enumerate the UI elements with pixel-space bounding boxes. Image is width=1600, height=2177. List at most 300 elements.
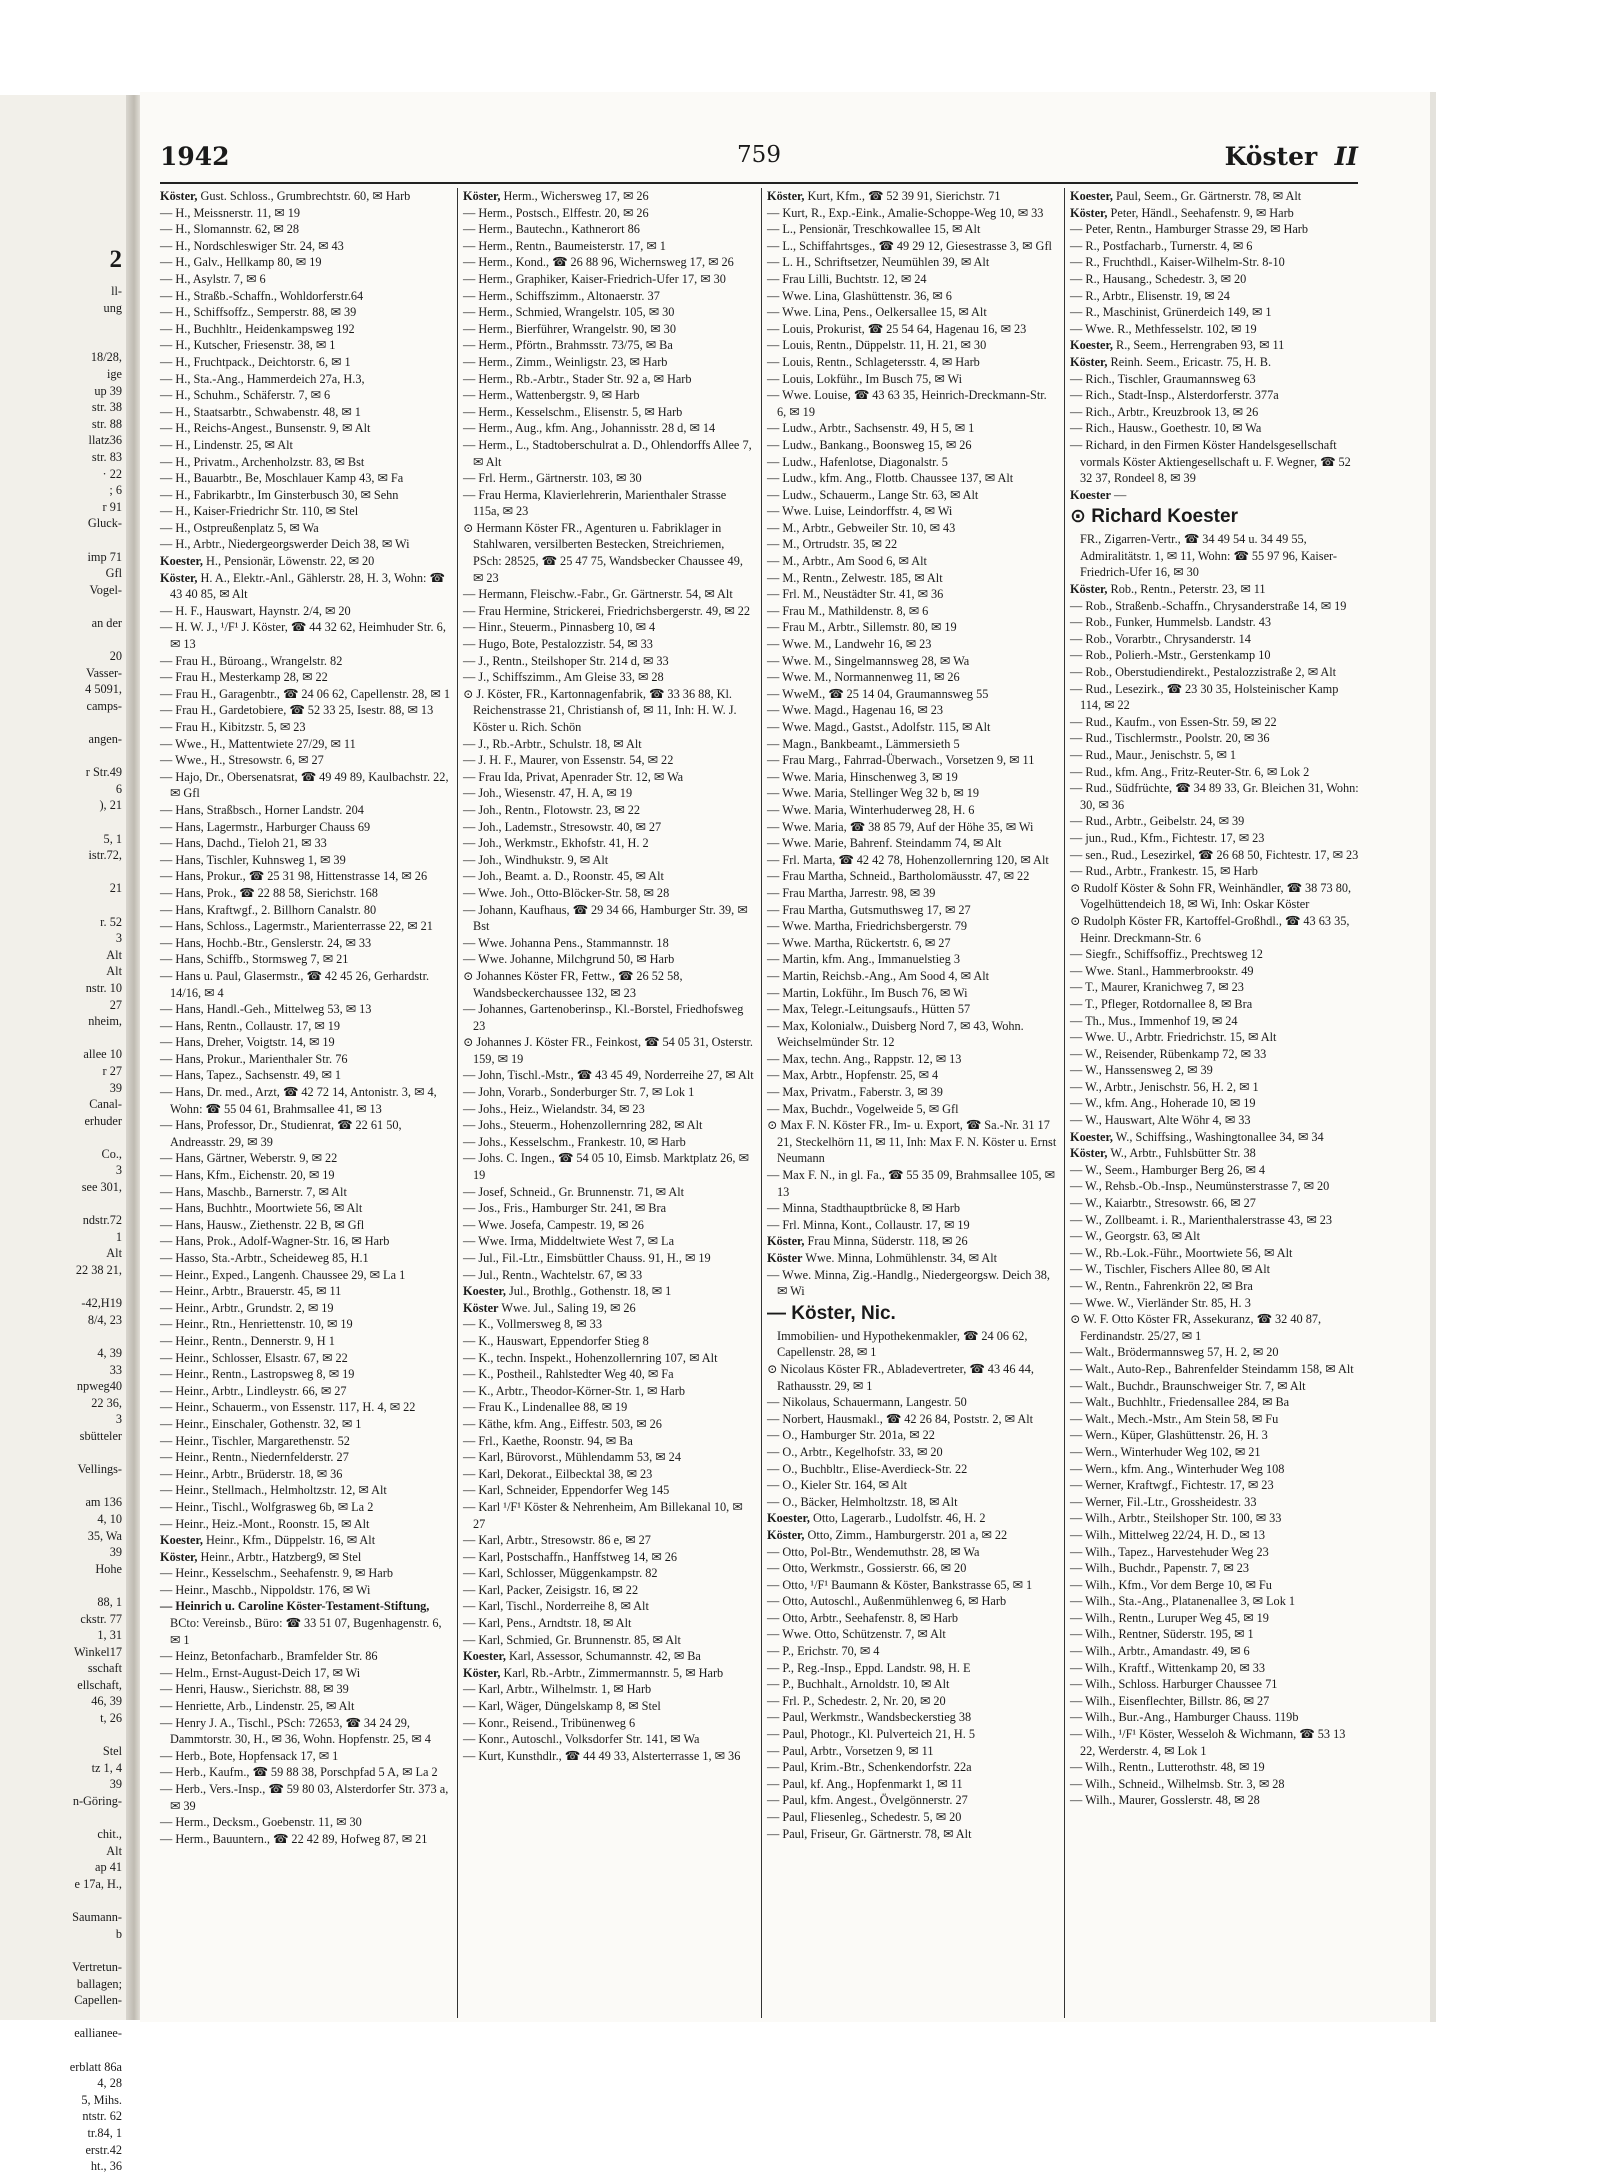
entry-text: — Frl. Minna, Kont., Collaustr. 17, ✉ 19 <box>767 1217 970 1232</box>
entry-text: — Heinr., Schlosser, Elsastr. 67, ✉ 22 <box>160 1350 348 1365</box>
entry-text: — Hans, Tischler, Kuhnsweg 1, ✉ 39 <box>160 852 346 867</box>
left-page-fragment-line <box>0 1893 126 1910</box>
directory-entry <box>463 188 755 205</box>
entry-text: — Frau M., Mathildenstr. 8, ✉ 6 <box>767 603 929 618</box>
entry-text: — H., Schuhm., Schäferstr. 7, ✉ 6 <box>160 388 331 403</box>
entry-text: — O., Hamburger Str. 201a, ✉ 22 <box>767 1428 935 1443</box>
directory-entry <box>463 1184 755 1201</box>
left-page-fragment-line: Gfl <box>105 566 122 581</box>
directory-entry <box>160 935 452 952</box>
entry-text: — Paul, Friseur, Gr. Gärtnerstr. 78, ✉ Alt <box>767 1826 972 1841</box>
entry-text: — W., Hanssensweg 2, ✉ 39 <box>1070 1063 1213 1078</box>
entry-text: — Louis, Prokurist, ☎ 25 54 64, Hagenau 16, ✉ 23 <box>767 321 1027 336</box>
entry-text: — Paul, Fliesenleg., Schedestr. 5, ✉ 20 <box>767 1810 962 1824</box>
left-page-fragment-line: erblatt 86a <box>69 2059 122 2074</box>
left-page-fragment-line: ckstr. 77 <box>80 1611 122 1626</box>
entry-surname: Köster, <box>1070 1146 1108 1161</box>
entry-text: — Herb., Bote, Hopfensack 17, ✉ 1 <box>160 1748 339 1763</box>
directory-entry <box>463 1067 755 1084</box>
entry-text: — Frau Marg., Fahrrad-Überwach., Vorsetzen 9, ✉ 11 <box>767 753 1035 768</box>
directory-entry <box>463 238 755 255</box>
entry-text: — Hajo, Dr., Obersenatsrat, ☎ 49 49 89, Kaulbachstr. 22, ✉ Gfl <box>160 769 449 801</box>
left-page-fragment-line: Vertretun- <box>72 1959 122 1974</box>
directory-entry <box>160 1433 452 1450</box>
entry-text: — Frl. M., Neustädter Str. 41, ✉ 36 <box>767 587 944 602</box>
entry-text: — Wilh., Tapez., Harvestehuder Weg 23 <box>1070 1544 1269 1559</box>
directory-entry <box>767 819 1059 836</box>
directory-entry <box>1070 1676 1362 1693</box>
directory-entry <box>463 1034 755 1067</box>
entry-text: — Johann, Kaufhaus, ☎ 29 34 66, Hamburger Str. 39, ✉ Bst <box>463 902 748 934</box>
entry-text: — Rob., Oberstudiendirekt., Pestalozzistraße 2, ✉ Alt <box>1070 665 1337 680</box>
entry-text: — Joh., Lademstr., Stresowstr. 40, ✉ 27 <box>463 819 662 834</box>
entry-text: — Rich., Arbtr., Kreuzbrook 13, ✉ 26 <box>1070 404 1259 419</box>
entry-text: — M., Ortrudstr. 35, ✉ 22 <box>767 537 898 552</box>
left-page-fragment-line <box>0 316 126 333</box>
directory-entry <box>160 1598 452 1648</box>
directory-entry <box>160 835 452 852</box>
entry-text: — R., Maschinist, Grünerdeich 149, ✉ 1 <box>1070 305 1272 320</box>
entry-text: — Rich., Stadt-Insp., Alsterdorferstr. 377a <box>1070 388 1279 403</box>
directory-entry <box>463 736 755 753</box>
left-page-fragment-line: istr.72, <box>88 848 122 863</box>
entry-text: — Rich., Hausw., Goethestr. 10, ✉ Wa <box>1070 421 1262 436</box>
directory-entry <box>463 752 755 769</box>
directory-entry <box>1070 1394 1362 1411</box>
entry-text: — L., Schiffahrtsges., ☎ 49 29 12, Giesestrasse 3, ✉ Gfl <box>767 238 1052 253</box>
directory-entry <box>160 1582 452 1599</box>
entry-text: — Wilh., Bur.-Ang., Hamburger Chauss. 119b <box>1070 1710 1299 1725</box>
entry-text: H., Pensionär, Löwenstr. 22, ✉ 20 <box>206 554 375 569</box>
left-page-number: 2 <box>109 246 122 273</box>
entry-text: — Louis, Rentn., Düppelstr. 11, H. 21, ✉ 30 <box>767 338 987 353</box>
entry-text: — Karl, Schlosser, Müggenkampstr. 82 <box>463 1566 658 1581</box>
entry-text: — Frl. P., Schedestr. 2, Nr. 20, ✉ 20 <box>767 1693 946 1708</box>
directory-entry <box>463 1366 755 1383</box>
directory-entry <box>160 1217 452 1234</box>
directory-entry <box>160 221 452 238</box>
entry-column-3 <box>767 188 1059 2018</box>
directory-entry <box>1070 1029 1362 1046</box>
entry-text: ⊙ J. Köster, FR., Kartonnagenfabrik, ☎ 33 36 88, Kl. Reichenstrasse 21, Christiansh of, ✉ 11, Inh: H. W. J. Köster u. Rich. Schön <box>463 686 737 734</box>
entry-surname: Koester <box>1070 487 1111 502</box>
directory-entry <box>767 868 1059 885</box>
entry-text: — O., Kieler Str. 164, ✉ Alt <box>767 1478 908 1493</box>
entry-highlight-name: — Heinrich u. Caroline Köster-Testament-Stiftung, <box>160 1599 430 1614</box>
left-page-fragment-line: 4, 39 <box>97 1346 122 1360</box>
directory-entry <box>463 1499 755 1532</box>
entry-text: — Max, techn. Ang., Rappstr. 12, ✉ 13 <box>767 1051 962 1066</box>
directory-entry <box>160 1665 452 1682</box>
directory-entry <box>1070 647 1362 664</box>
directory-entry <box>160 702 452 719</box>
directory-entry <box>160 1466 452 1483</box>
running-head <box>1225 142 1358 171</box>
entry-text: — Johs., Kesselschm., Frankestr. 10, ✉ Harb <box>463 1134 686 1149</box>
entry-text: — W., Rentn., Fahrenkrön 22, ✉ Bra <box>1070 1279 1253 1293</box>
entry-text: — Hermann, Fleischw.-Fabr., Gr. Gärtnerstr. 54, ✉ Alt <box>463 587 733 602</box>
directory-entry <box>463 819 755 836</box>
directory-entry <box>160 321 452 338</box>
directory-entry <box>160 1067 452 1084</box>
directory-entry <box>1070 505 1362 581</box>
directory-entry <box>160 1300 452 1317</box>
entry-text: — Magn., Bankbeamt., Lämmersieth 5 <box>767 736 960 751</box>
directory-entry <box>767 802 1059 819</box>
left-page-fragment-line: 3 <box>115 1412 122 1427</box>
entry-text: Herm., Wichersweg 17, ✉ 26 <box>503 189 649 203</box>
directory-entry <box>1070 631 1362 648</box>
directory-entry <box>1070 1560 1362 1577</box>
directory-entry <box>767 1809 1059 1826</box>
entry-text: — Rud., Kaufm., von Essen-Str. 59, ✉ 22 <box>1070 714 1277 729</box>
entry-text: — Herm., L., Stadtoberschulrat a. D., Ohlendorffs Allee 7, ✉ Alt <box>463 437 752 469</box>
left-page-fragment-line: imp 71 <box>87 549 122 564</box>
entry-text: — Karl, Bürovorst., Mühlendamm 53, ✉ 24 <box>463 1450 681 1465</box>
entry-text: — Joh., Beamt. a. D., Roonstr. 45, ✉ Alt <box>463 869 664 884</box>
entry-text: — Karl, Postschaffn., Hanffstweg 14, ✉ 26 <box>463 1549 678 1564</box>
entry-text: — Walt., Buchhltr., Friedensallee 284, ✉ Ba <box>1070 1395 1290 1410</box>
directory-entry <box>767 420 1059 437</box>
directory-entry <box>463 586 755 603</box>
entry-text: — Otto, Arbtr., Seehafenstr. 8, ✉ Harb <box>767 1610 958 1625</box>
left-page-fragment-line: Vogel- <box>89 582 122 597</box>
directory-entry <box>767 769 1059 786</box>
directory-entry <box>160 1549 452 1566</box>
entry-text: — Hans u. Paul, Glasermstr., ☎ 42 45 26, Gerhardstr. 14/16, ✉ 4 <box>160 968 430 1000</box>
entry-text: ⊙ Nicolaus Köster FR., Abladevertreter, ☎ 43 46 44, Rathausstr. 29, ✉ 1 <box>767 1361 1034 1393</box>
directory-entry <box>160 1764 452 1781</box>
directory-entry <box>160 1117 452 1150</box>
entry-text: FR., Zigarren-Vertr., ☎ 34 49 54 u. 34 49 55, Admiralitätstr. 1, ✉ 11, Wohn: ☎ 55 97 96, Kaiser-Friedrich-Ufer 16, ✉ 30 <box>1080 532 1337 580</box>
left-page-fragment-line <box>0 1445 126 1462</box>
entry-text: — Herm., Kond., ☎ 26 88 96, Wichernsweg 17, ✉ 26 <box>463 255 734 270</box>
entry-text: — Rud., Lesezirk., ☎ 23 30 35, Holsteinischer Kamp 114, ✉ 22 <box>1070 681 1339 713</box>
directory-entry <box>463 1217 755 1234</box>
left-page-fragment-line: ), 21 <box>99 798 122 813</box>
left-page-fragment-line <box>0 1478 126 1495</box>
directory-entry <box>463 951 755 968</box>
directory-entry <box>160 1167 452 1184</box>
entry-text: — John, Tischl.-Mstr., ☎ 43 45 49, Norderreihe 27, ✉ Alt <box>463 1068 754 1083</box>
directory-entry <box>1070 1759 1362 1776</box>
entry-text: — Karl, Arbtr., Wilhelmstr. 1, ✉ Harb <box>463 1682 652 1697</box>
entry-text: — Hans, Kraftwgf., 2. Billhorn Canalstr. 80 <box>160 902 377 917</box>
directory-entry <box>463 653 755 670</box>
directory-entry <box>463 221 755 238</box>
left-page-fragment-line: 4, 10 <box>97 1511 122 1526</box>
entry-text: — M., Rentn., Zelwestr. 185, ✉ Alt <box>767 570 943 585</box>
entry-text: — Wwe. Josefa, Campestr. 19, ✉ 26 <box>463 1217 644 1232</box>
directory-entry <box>1070 1145 1362 1162</box>
entry-text: — Rob., Straßenb.-Schaffn., Chrysanderstraße 14, ✉ 19 <box>1070 598 1347 613</box>
entry-text: W., Arbtr., Fuhlsbütter Str. 38 <box>1110 1146 1256 1161</box>
entry-text: — Karl ¹/F¹ Köster & Nehrenheim, Am Billekanal 10, ✉ 27 <box>463 1499 743 1531</box>
directory-entry <box>767 1067 1059 1084</box>
entry-text: — Rob., Vorarbtr., Chrysanderstr. 14 <box>1070 631 1251 646</box>
directory-entry <box>1070 288 1362 305</box>
left-page-fragment-line: 39 <box>109 1777 122 1792</box>
entry-text: — Peter, Rentn., Hamburger Strasse 29, ✉ Harb <box>1070 222 1309 237</box>
entry-text: — Rud., Arbtr., Frankestr. 15, ✉ Harb <box>1070 864 1258 879</box>
left-page-fragment-line: 8/4, 23 <box>87 1312 122 1327</box>
entry-text: — Wwe., H., Stresowstr. 6, ✉ 27 <box>160 753 324 768</box>
left-page-fragment-line: 35, Wa <box>87 1528 122 1543</box>
entry-text: — Wwe. Maria, ☎ 38 85 79, Auf der Höhe 35, ✉ Wi <box>767 819 1034 834</box>
entry-text: Otto, Lagerarb., Ludolfstr. 46, H. 2 <box>813 1511 986 1526</box>
left-page-fragment-line: r Str.49 <box>85 765 122 780</box>
left-page-fragment-line: Alt <box>106 1246 122 1261</box>
left-page-fragment-line: up 39 <box>94 383 122 398</box>
entry-text: — H., Buchhltr., Heidenkampsweg 192 <box>160 321 355 336</box>
directory-entry <box>767 1477 1059 1494</box>
entry-text: — L. H., Schriftsetzer, Neumühlen 39, ✉ Alt <box>767 255 990 270</box>
directory-entry <box>463 852 755 869</box>
left-page-fragment-line: 27 <box>109 997 122 1012</box>
entry-text: — Heinr., Schauerm., von Essenstr. 117, H. 4, ✉ 22 <box>160 1400 416 1415</box>
entry-text: ⊙ Hermann Köster FR., Agenturen u. Fabriklager in Stahlwaren, versilberten Bestecken, Streichriemen, PSch: 28525, ☎ 25 47 75, Wandsbecker Chaussee 49, ✉ 23 <box>463 520 743 585</box>
entry-text: — Richard, in den Firmen Köster Handelsgesellschaft vormals Köster Aktiengesellschaft u. F. Wegner, ☎ 52 32 37, Rondeel 8, ✉ 39 <box>1070 437 1351 486</box>
directory-entry <box>463 1117 755 1134</box>
directory-entry <box>1070 581 1362 598</box>
directory-entry <box>1070 354 1362 371</box>
directory-entry <box>160 288 452 305</box>
directory-entry <box>1070 1610 1362 1627</box>
left-page-fragment-line <box>0 1196 126 1213</box>
entry-text: — T., Pfleger, Rotdornallee 8, ✉ Bra <box>1070 996 1253 1011</box>
entry-text: — M., Arbtr., Gebweiler Str. 10, ✉ 43 <box>767 520 956 535</box>
entry-surname: Köster <box>767 1251 803 1265</box>
left-page-fragment-line: nheim, <box>88 1014 122 1029</box>
directory-entry <box>767 752 1059 769</box>
directory-entry <box>463 1150 755 1183</box>
entry-text: — Otto, Autoschl., Außenmühlenweg 6, ✉ Harb <box>767 1594 1007 1609</box>
left-page-fragment-line: e 17a, H., <box>74 1877 122 1891</box>
directory-entry <box>1070 437 1362 487</box>
directory-entry <box>463 1200 755 1217</box>
entry-text: — Rud., Maur., Jenischstr. 5, ✉ 1 <box>1070 748 1237 762</box>
directory-entry <box>463 371 755 388</box>
entry-text: — Hans, Prok., Adolf-Wagner-Str. 16, ✉ Harb <box>160 1234 390 1249</box>
directory-entry <box>160 520 452 537</box>
left-page-fragment-line: str. 83 <box>91 449 122 464</box>
directory-entry <box>463 835 755 852</box>
directory-entry <box>463 868 755 885</box>
entry-text: — H., Reichs-Angest., Bunsenstr. 9, ✉ Alt <box>160 421 371 436</box>
entry-text: — H., Asylstr. 7, ✉ 6 <box>160 271 266 286</box>
directory-entry <box>463 1433 755 1450</box>
directory-entry <box>463 769 755 786</box>
directory-entry <box>160 1748 452 1765</box>
directory-entry <box>463 1350 755 1367</box>
directory-entry <box>767 1776 1059 1793</box>
entry-text: — Frau Martha, Gutsmuthsweg 17, ✉ 27 <box>767 902 971 917</box>
directory-entry <box>767 1726 1059 1743</box>
directory-entry <box>1070 681 1362 714</box>
entry-text: — Frl. Herm., Gärtnerstr. 103, ✉ 30 <box>463 471 642 486</box>
directory-entry <box>160 420 452 437</box>
entry-text: — Wilh., Eisenflechter, Billstr. 86, ✉ 27 <box>1070 1693 1270 1708</box>
directory-entry <box>1070 979 1362 996</box>
directory-entry <box>767 454 1059 471</box>
directory-entry <box>767 503 1059 520</box>
directory-entry <box>160 1267 452 1284</box>
entry-text: — W., kfm. Ang., Hoherade 10, ✉ 19 <box>1070 1096 1256 1111</box>
left-page-fragment-line: 22 36, <box>91 1395 122 1410</box>
entry-text: — Paul, Photogr., Kl. Pulverteich 21, H. 5 <box>767 1727 976 1742</box>
entry-text: — Hans, Dreher, Voigtstr. 14, ✉ 19 <box>160 1035 335 1050</box>
entry-text: — H., Meissnerstr. 11, ✉ 19 <box>160 205 300 220</box>
entry-text: — Wwe. Marie, Bahrenf. Steindamm 74, ✉ Alt <box>767 836 1002 851</box>
page-header <box>160 138 1358 178</box>
entry-highlight-name: — Köster, Nic. <box>767 1302 896 1324</box>
directory-entry <box>463 1383 755 1400</box>
left-page-fragment-line: ntstr. 62 <box>82 2109 122 2124</box>
left-page-fragment-line: 39 <box>109 1545 122 1560</box>
directory-entry <box>767 205 1059 222</box>
entry-text: — Wilh., Rentn., Luruper Weg 45, ✉ 19 <box>1070 1610 1269 1625</box>
left-page-fragment-line <box>0 1030 126 1047</box>
directory-entry <box>160 968 452 1001</box>
directory-entry <box>1070 1494 1362 1511</box>
directory-entry <box>160 1018 452 1035</box>
left-page-fragment-line: Co., <box>101 1146 122 1161</box>
directory-entry <box>463 1399 755 1416</box>
directory-entry <box>767 968 1059 985</box>
directory-entry <box>1070 1261 1362 1278</box>
left-page-fragment-line: an der <box>91 615 122 630</box>
directory-entry <box>160 1233 452 1250</box>
left-page-fragment-line: ung <box>103 300 122 315</box>
directory-entry <box>160 1482 452 1499</box>
directory-entry <box>767 1743 1059 1760</box>
entry-text: — Ludw., Hafenlotse, Diagonalstr. 5 <box>767 454 948 469</box>
directory-entry <box>160 1200 452 1217</box>
directory-entry <box>160 1532 452 1549</box>
directory-entry <box>160 1565 452 1582</box>
left-page-fragment-line: sbütteler <box>79 1428 122 1443</box>
directory-entry <box>1070 1046 1362 1063</box>
entry-text: — Hugo, Bote, Pestalozzistr. 54, ✉ 33 <box>463 637 653 652</box>
directory-entry <box>767 470 1059 487</box>
entry-text: — Frau Lilli, Buchtstr. 12, ✉ 24 <box>767 271 927 286</box>
entry-text: Peter, Händl., Seehafenstr. 9, ✉ Harb <box>1110 205 1294 220</box>
entry-text: — Hans, Prok., ☎ 22 88 58, Sierichstr. 168 <box>160 885 378 900</box>
entry-text: — Herm., Bierführer, Wrangelstr. 90, ✉ 30 <box>463 321 676 336</box>
entry-text: — Frau Herma, Klavierlehrerin, Marienthaler Strasse 115a, ✉ 23 <box>463 487 727 519</box>
entry-text: — Johs. C. Ingen., ☎ 54 05 10, Eimsb. Marktplatz 26, ✉ 19 <box>463 1151 749 1183</box>
entry-text: — Herm., Rb.-Arbtr., Stader Str. 92 a, ✉ Harb <box>463 371 692 386</box>
directory-entry <box>767 719 1059 736</box>
entry-text: ⊙ Johannes Köster FR, Fettw., ☎ 26 52 58, Wandsbeckerchaussee 132, ✉ 23 <box>463 968 683 1000</box>
directory-entry <box>1070 1344 1362 1361</box>
directory-entry <box>1070 996 1362 1013</box>
directory-entry <box>767 487 1059 504</box>
entry-text: — Käthe, kfm. Ang., Eiffestr. 503, ✉ 26 <box>463 1416 662 1431</box>
directory-entry <box>1070 1278 1362 1295</box>
entry-text: Heinr., Kfm., Düppelstr. 16, ✉ Alt <box>206 1533 376 1548</box>
entry-text: — J. H. F., Maurer, von Essenstr. 54, ✉ 22 <box>463 753 674 768</box>
directory-entry <box>767 1527 1059 1544</box>
left-page-text <box>0 245 126 2175</box>
directory-entry <box>767 1709 1059 1726</box>
left-page-fragment-line: ballagen; <box>76 1976 122 1991</box>
entry-text: — K., Arbtr., Theodor-Körner-Str. 1, ✉ Harb <box>463 1383 686 1398</box>
directory-entry <box>767 337 1059 354</box>
directory-entry <box>463 387 755 404</box>
directory-entry <box>160 437 452 454</box>
directory-entry <box>767 1577 1059 1594</box>
directory-entry <box>767 636 1059 653</box>
entry-text: — Hans, Prokur., Marienthaler Str. 76 <box>160 1051 348 1066</box>
directory-entry <box>767 1560 1059 1577</box>
directory-entry <box>767 885 1059 902</box>
entry-text: — Wwe. Lina, Pens., Oelkersallee 15, ✉ Alt <box>767 305 987 320</box>
entry-text: — Johannes, Gartenoberinsp., Kl.-Borstel, Friedhofsweg 23 <box>463 1002 744 1033</box>
entry-text: — W., Hauswart, Alte Wöhr 4, ✉ 33 <box>1070 1113 1251 1128</box>
entry-text: — W., Zollbeamt. i. R., Marienthalerstrasse 43, ✉ 23 <box>1070 1212 1333 1227</box>
entry-text: — Heinr., Rentn., Dennerstr. 9, H 1 <box>160 1333 335 1348</box>
column-rule <box>761 188 762 2018</box>
entry-text: — Wern., kfm. Ang., Winterhuder Weg 108 <box>1070 1461 1285 1476</box>
entry-text: — Heinr., Arbtr., Lindleystr. 66, ✉ 27 <box>160 1383 347 1398</box>
directory-entry <box>463 1267 755 1284</box>
entry-surname: Koester, <box>463 1284 506 1299</box>
entry-text: — Jul., Fil.-Ltr., Eimsbüttler Chauss. 91, H., ✉ 19 <box>463 1251 711 1265</box>
directory-entry <box>1070 420 1362 437</box>
entry-text: ⊙ Max F. N. Köster FR., Im- u. Export, ☎ Sa.-Nr. 31 17 21, Steckelhörn 11, ✉ 11, Inh: Max F. N. Köster u. Ernst Neumann <box>767 1118 1057 1166</box>
directory-entry <box>767 1411 1059 1428</box>
entry-text: — Heinr., Arbtr., Brauerstr. 45, ✉ 11 <box>160 1284 342 1299</box>
left-page-fragment-line <box>0 631 126 648</box>
entry-highlight-name: ⊙ Richard Koester <box>1070 506 1238 528</box>
entry-text: — Hans, Gärtner, Weberstr. 9, ✉ 22 <box>160 1151 338 1166</box>
left-page-fragment-line <box>0 2042 126 2059</box>
left-page-fragment-line: str. 88 <box>91 416 122 431</box>
directory-entry <box>767 371 1059 388</box>
directory-entry <box>767 271 1059 288</box>
entry-text: — Wilh., Maurer, Gosslerstr. 48, ✉ 28 <box>1070 1793 1260 1808</box>
directory-entry <box>767 1361 1059 1394</box>
directory-entry <box>463 902 755 935</box>
entry-text: — H., Kaiser-Friedrichr Str. 110, ✉ Stel <box>160 504 359 519</box>
entry-text: — Werner, Kraftwgf., Fichtestr. 17, ✉ 23 <box>1070 1478 1274 1493</box>
entry-text: — Heinz, Betonfacharb., Bramfelder Str. 86 <box>160 1649 378 1664</box>
directory-entry <box>463 487 755 520</box>
directory-entry <box>463 1632 755 1649</box>
directory-entry <box>463 1748 755 1765</box>
entry-text: — Hans, Maschb., Barnerstr. 7, ✉ Alt <box>160 1184 347 1199</box>
directory-entry <box>1070 764 1362 781</box>
directory-entry <box>1070 598 1362 615</box>
left-page-fragment-line: 20 <box>109 649 122 664</box>
directory-entry <box>463 1449 755 1466</box>
entry-text: — Helm., Ernst-August-Deich 17, ✉ Wi <box>160 1665 361 1680</box>
entry-text: — Max F. N., in gl. Fa., ☎ 55 35 09, Brahmsallee 105, ✉ 13 <box>767 1168 1055 1199</box>
entry-text: — Hans, Hausw., Ziethenstr. 22 B, ✉ Gfl <box>160 1217 365 1232</box>
left-page-fragment-line: llatz36 <box>88 433 122 448</box>
directory-entry <box>160 1184 452 1201</box>
directory-entry <box>1070 1660 1362 1677</box>
directory-entry <box>1070 404 1362 421</box>
entry-text: — Heinr., Heiz.-Mont., Roonstr. 15, ✉ Alt <box>160 1516 370 1531</box>
entry-text: — Werner, Fil.-Ltr., Grossheidestr. 33 <box>1070 1494 1257 1509</box>
entry-text: — H., Galv., Hellkamp 80, ✉ 19 <box>160 255 322 270</box>
entry-text: — jun., Rud., Kfm., Fichtestr. 17, ✉ 23 <box>1070 830 1265 845</box>
entry-surname: Köster, <box>463 1665 501 1680</box>
directory-entry <box>1070 1544 1362 1561</box>
entry-text: — Herm., Zimm., Weinligstr. 23, ✉ Harb <box>463 354 668 369</box>
